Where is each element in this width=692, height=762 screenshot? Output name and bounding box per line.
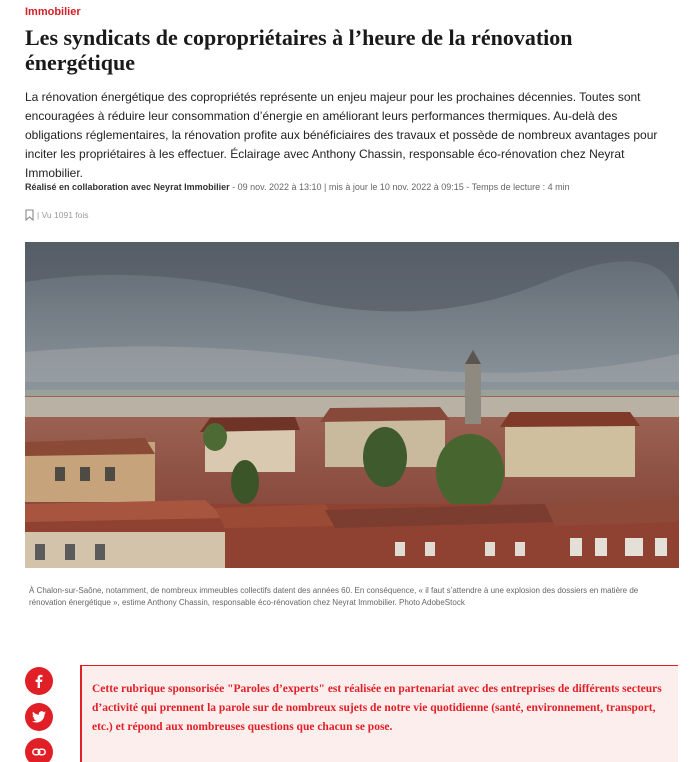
sponsor-text: Cette rubrique sponsorisée "Paroles d’experts" est réalisée en partenariat avec des entreprises de différents secteurs d’activité qui prennent la parole sur de nombreux sujets de notre vie quotidienne (santé, environnement, transport, etc.) et répond aux nombreuses questions que chacun se pose. — [92, 683, 662, 733]
twitter-icon — [32, 711, 46, 723]
article-author: Réalisé en collaboration avec Neyrat Immobilier — [25, 182, 230, 192]
facebook-icon — [32, 674, 46, 688]
article-meta — [25, 182, 570, 192]
sponsor-box — [80, 665, 678, 762]
article-dates: - 09 nov. 2022 à 13:10 | mis à jour le 10 nov. 2022 à 09:15 - Temps de lecture : 4 min — [229, 182, 570, 192]
share-twitter-button[interactable] — [25, 703, 53, 731]
article-title: Les syndicats de copropriétaires à l’heure de la rénovation énergétique — [25, 25, 573, 75]
bookmark-icon[interactable] — [25, 209, 34, 221]
article-views — [25, 208, 89, 222]
share-link-button[interactable] — [25, 738, 53, 762]
photo-caption: À Chalon-sur-Saône, notamment, de nombreux immeubles collectifs datent des années 60. En conséquence, « il faut s’attendre à une explosion des dossiers en matière de rénovation énergétique », estime Anthony Chassin, responsable éco-rénovation chez Neyrat Immobilier. Photo AdobeStock — [29, 586, 639, 607]
link-icon — [32, 747, 46, 757]
share-facebook-button[interactable] — [25, 667, 53, 695]
article-category[interactable]: Immobilier — [25, 6, 81, 18]
article-lead: La rénovation énergétique des copropriétés représente un enjeu majeur pour les prochaines décennies. Toutes sont encouragées à réduire leur consommation d’énergie en améliorant leurs performances thermiques. Au-delà des obligations réglementaires, la rénovation profite aux bénéficiaires des travaux et possède de nombreux avantages pour inciter les propriétaires à les effectuer. Éclairage avec Anthony Chassin, responsable éco-rénovation chez Neyrat Immobilier. — [25, 90, 658, 180]
view-count: | Vu 1091 fois — [37, 210, 89, 220]
article-photo — [25, 242, 679, 568]
